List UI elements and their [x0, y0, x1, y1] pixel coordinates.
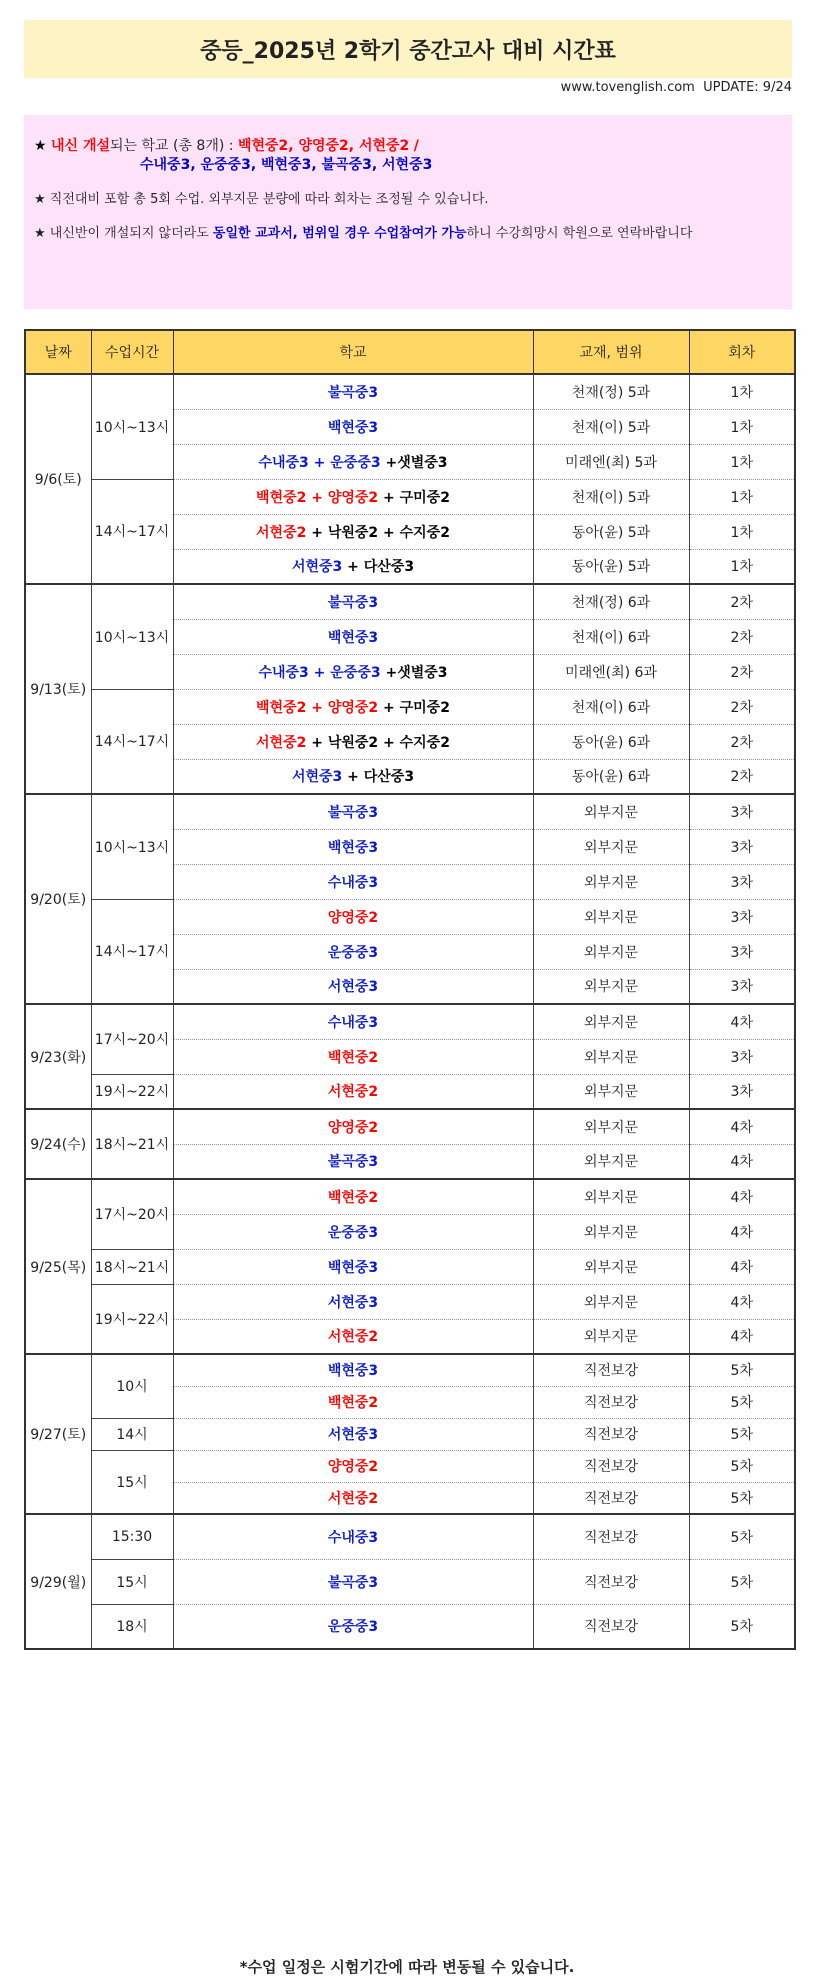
book-cell: 천재(정) 6과: [533, 584, 689, 619]
book-cell: 외부지문: [533, 1074, 689, 1109]
round-cell: 3차: [689, 934, 795, 969]
school-cell: [173, 829, 533, 864]
notice-participation-b: 하니 수강희망시 학원으로 연락바랍니다: [466, 226, 693, 241]
time-cell: 14시~17시: [91, 899, 173, 1004]
time-cell: 18시: [91, 1604, 173, 1649]
notice-box: [24, 115, 792, 309]
notice-slash: /: [413, 138, 419, 154]
round-cell: 5차: [689, 1559, 795, 1604]
book-cell: 천재(이) 5과: [533, 409, 689, 444]
table-row: [25, 1450, 795, 1482]
school-name: 서현중3: [291, 769, 343, 786]
school-cell: [173, 1450, 533, 1482]
school-name: 수내중3 + 운중중3: [258, 664, 386, 681]
school-cell: [173, 584, 533, 619]
table-header-row: [25, 330, 795, 374]
book-cell: 직전보강: [533, 1386, 689, 1418]
table-row: [25, 794, 795, 829]
book-cell: 직전보강: [533, 1559, 689, 1604]
book-cell: 외부지문: [533, 1144, 689, 1179]
time-cell: 10시~13시: [91, 374, 173, 479]
notice-open-schools: [34, 137, 782, 175]
time-cell: 19시~22시: [91, 1284, 173, 1354]
school-name: 서현중3: [291, 559, 343, 576]
school-name: + 구미중2: [378, 489, 450, 506]
table-row: [25, 1284, 795, 1319]
table-row: [25, 1604, 795, 1649]
round-cell: 4차: [689, 1284, 795, 1319]
round-cell: 3차: [689, 1039, 795, 1074]
round-cell: 2차: [689, 584, 795, 619]
school-name: + 낙원중2 + 수지중2: [306, 524, 450, 541]
book-cell: 외부지문: [533, 1004, 689, 1039]
round-cell: 2차: [689, 689, 795, 724]
school-name: 서현중3: [327, 1294, 379, 1311]
school-name: 불곡중3: [327, 804, 379, 821]
school-name: 서현중3: [327, 1427, 379, 1443]
school-cell: [173, 1354, 533, 1386]
table-row: [25, 479, 795, 514]
time-cell: 10시~13시: [91, 584, 173, 689]
school-name: 백현중2: [327, 1189, 379, 1206]
book-cell: 직전보강: [533, 1514, 689, 1559]
round-cell: 3차: [689, 969, 795, 1004]
school-cell: [173, 1004, 533, 1039]
book-cell: 동아(윤) 5과: [533, 549, 689, 584]
school-name: +샛별중3: [385, 454, 448, 471]
school-name: 양영중2: [327, 909, 379, 926]
table-row: [25, 1559, 795, 1604]
book-cell: 외부지문: [533, 1284, 689, 1319]
book-cell: 외부지문: [533, 899, 689, 934]
notice-blue-schools: 수내중3, 운중중3, 백현중3, 불곡중3, 서현중3: [140, 157, 433, 173]
book-cell: 천재(이) 6과: [533, 619, 689, 654]
round-cell: 4차: [689, 1004, 795, 1039]
round-cell: 5차: [689, 1386, 795, 1418]
school-name: + 구미중2: [378, 699, 450, 716]
book-cell: 천재(이) 6과: [533, 689, 689, 724]
table-row: [25, 1514, 795, 1559]
school-cell: [173, 1039, 533, 1074]
school-cell: [173, 1249, 533, 1284]
school-name: 백현중3: [327, 1259, 379, 1276]
school-name: + 낙원중2 + 수지중2: [306, 734, 450, 751]
round-cell: 1차: [689, 514, 795, 549]
school-name: 운중중3: [327, 1224, 379, 1241]
time-cell: 14시~17시: [91, 689, 173, 794]
notice-total-classes: ★ 직전대비 포함 총 5회 수업. 외부지문 분량에 따라 회차는 조정될 수 있습니다.: [34, 192, 489, 207]
school-name: 백현중3: [327, 1363, 379, 1380]
round-cell: 5차: [689, 1604, 795, 1649]
book-cell: 직전보강: [533, 1450, 689, 1482]
table-row: [25, 374, 795, 409]
school-cell: [173, 1319, 533, 1354]
round-cell: 4차: [689, 1214, 795, 1249]
book-cell: 외부지문: [533, 934, 689, 969]
round-cell: 5차: [689, 1450, 795, 1482]
school-name: 수내중3: [327, 1014, 379, 1031]
round-cell: 1차: [689, 479, 795, 514]
time-cell: 15:30: [91, 1514, 173, 1559]
school-name: 서현중2: [327, 1084, 379, 1101]
school-name: 백현중3: [327, 629, 379, 646]
time-cell: 18시~21시: [91, 1249, 173, 1284]
round-cell: 2차: [689, 759, 795, 794]
book-cell: 동아(윤) 6과: [533, 724, 689, 759]
school-name: 운중중3: [327, 1619, 379, 1636]
date-cell: 9/24(수): [25, 1109, 91, 1179]
time-cell: 15시: [91, 1450, 173, 1514]
star-icon: ★: [34, 138, 47, 154]
school-cell: [173, 514, 533, 549]
book-cell: 동아(윤) 5과: [533, 514, 689, 549]
school-name: 백현중2 + 양영중2: [256, 489, 379, 506]
table-row: [25, 1249, 795, 1284]
school-cell: [173, 1284, 533, 1319]
round-cell: 3차: [689, 794, 795, 829]
school-name: 서현중2: [256, 734, 307, 751]
school-name: 백현중2 + 양영중2: [256, 699, 379, 716]
school-name: + 다산중3: [342, 769, 415, 786]
book-cell: 외부지문: [533, 1214, 689, 1249]
school-cell: [173, 654, 533, 689]
school-name: 수내중3: [327, 1529, 379, 1546]
school-cell: [173, 1109, 533, 1144]
table-row: [25, 584, 795, 619]
notice-participation: [34, 224, 782, 243]
book-cell: 외부지문: [533, 794, 689, 829]
table-row: [25, 689, 795, 724]
time-cell: 15시: [91, 1559, 173, 1604]
date-cell: 9/25(목): [25, 1179, 91, 1354]
date-cell: 9/13(토): [25, 584, 91, 794]
school-name: 서현중3: [327, 979, 379, 996]
school-name: 양영중2: [327, 1459, 379, 1475]
school-cell: [173, 1179, 533, 1214]
school-cell: [173, 794, 533, 829]
table-row: [25, 1004, 795, 1039]
header-book: 교재, 범위: [533, 330, 689, 374]
time-cell: 14시: [91, 1418, 173, 1450]
school-name: +샛별중3: [385, 664, 448, 681]
book-cell: 동아(윤) 6과: [533, 759, 689, 794]
school-cell: [173, 689, 533, 724]
site-update-line: [561, 80, 792, 100]
table-row: [25, 1418, 795, 1450]
notice-participation-a: ★ 내신반이 개설되지 않더라도: [34, 226, 209, 241]
date-cell: 9/23(화): [25, 1004, 91, 1109]
table-row: [25, 1074, 795, 1109]
time-cell: 10시~13시: [91, 794, 173, 899]
book-cell: 직전보강: [533, 1418, 689, 1450]
book-cell: 외부지문: [533, 1039, 689, 1074]
school-cell: [173, 899, 533, 934]
school-cell: [173, 1604, 533, 1649]
round-cell: 4차: [689, 1144, 795, 1179]
time-cell: 17시~20시: [91, 1004, 173, 1074]
school-name: 서현중2: [256, 524, 307, 541]
round-cell: 2차: [689, 619, 795, 654]
date-cell: 9/27(토): [25, 1354, 91, 1514]
school-name: 백현중3: [327, 839, 379, 856]
school-name: 양영중2: [327, 1119, 379, 1136]
school-cell: [173, 1514, 533, 1559]
book-cell: 천재(이) 5과: [533, 479, 689, 514]
school-cell: [173, 1214, 533, 1249]
book-cell: 외부지문: [533, 864, 689, 899]
round-cell: 1차: [689, 444, 795, 479]
round-cell: 2차: [689, 654, 795, 689]
time-cell: 18시~21시: [91, 1109, 173, 1179]
school-name: 불곡중3: [327, 1154, 379, 1171]
school-name: 불곡중3: [327, 384, 379, 401]
school-name: 불곡중3: [327, 594, 379, 611]
round-cell: 3차: [689, 899, 795, 934]
round-cell: 4차: [689, 1179, 795, 1214]
notice-participation-bold: 동일한 교과서, 범위일 경우 수업참여가 가능: [212, 226, 467, 241]
school-cell: [173, 1144, 533, 1179]
book-cell: 외부지문: [533, 969, 689, 1004]
book-cell: 직전보강: [533, 1604, 689, 1649]
book-cell: 직전보강: [533, 1482, 689, 1514]
book-cell: 천재(정) 5과: [533, 374, 689, 409]
school-name: 백현중2: [327, 1049, 379, 1066]
book-cell: 미래엔(최) 6과: [533, 654, 689, 689]
school-name: 서현중2: [327, 1490, 379, 1507]
school-name: 수내중3: [327, 874, 379, 891]
schedule-body: [25, 374, 795, 1649]
school-cell: [173, 374, 533, 409]
round-cell: 5차: [689, 1514, 795, 1559]
time-cell: 10시: [91, 1354, 173, 1418]
round-cell: 4차: [689, 1109, 795, 1144]
school-name: + 다산중3: [342, 559, 415, 576]
notice-red-schools: 백현중2, 양영중2, 서현중2: [237, 138, 410, 154]
update-date: UPDATE: 9/24: [703, 80, 792, 95]
book-cell: 미래엔(최) 5과: [533, 444, 689, 479]
book-cell: 직전보강: [533, 1354, 689, 1386]
schedule-table: [24, 329, 796, 1650]
header-round: 회차: [689, 330, 795, 374]
school-cell: [173, 619, 533, 654]
table-row: [25, 1179, 795, 1214]
school-name: 백현중3: [327, 419, 379, 436]
school-cell: [173, 479, 533, 514]
table-row: [25, 899, 795, 934]
round-cell: 5차: [689, 1482, 795, 1514]
round-cell: 3차: [689, 829, 795, 864]
header-time: 수업시간: [91, 330, 173, 374]
school-name: 수내중3 + 운중중3: [258, 454, 386, 471]
round-cell: 5차: [689, 1418, 795, 1450]
book-cell: 외부지문: [533, 829, 689, 864]
school-name: 서현중2: [327, 1329, 379, 1346]
date-cell: 9/29(월): [25, 1514, 91, 1649]
school-cell: [173, 864, 533, 899]
time-cell: 19시~22시: [91, 1074, 173, 1109]
site-link[interactable]: www.tovenglish.com: [560, 80, 695, 95]
round-cell: 3차: [689, 864, 795, 899]
round-cell: 2차: [689, 724, 795, 759]
school-cell: [173, 549, 533, 584]
school-name: 운중중3: [327, 944, 379, 961]
school-cell: [173, 1482, 533, 1514]
school-cell: [173, 1418, 533, 1450]
round-cell: 1차: [689, 374, 795, 409]
time-cell: 14시~17시: [91, 479, 173, 584]
book-cell: 외부지문: [533, 1109, 689, 1144]
notice-open-mid: 되는 학교 (총 8개) :: [110, 138, 234, 154]
table-row: [25, 1354, 795, 1386]
school-name: 백현중2: [327, 1395, 379, 1411]
date-cell: 9/6(토): [25, 374, 91, 584]
header-date: 날짜: [25, 330, 91, 374]
school-cell: [173, 934, 533, 969]
date-cell: 9/20(토): [25, 794, 91, 1004]
page-title-text: 중등_2025년 2학기 중간고사 대비 시간표: [200, 38, 616, 64]
round-cell: 4차: [689, 1319, 795, 1354]
page-title: [24, 20, 792, 78]
school-cell: [173, 1074, 533, 1109]
round-cell: 4차: [689, 1249, 795, 1284]
round-cell: 1차: [689, 549, 795, 584]
school-cell: [173, 409, 533, 444]
school-cell: [173, 1559, 533, 1604]
book-cell: 외부지문: [533, 1249, 689, 1284]
school-cell: [173, 1386, 533, 1418]
book-cell: 외부지문: [533, 1179, 689, 1214]
round-cell: 1차: [689, 409, 795, 444]
school-cell: [173, 759, 533, 794]
book-cell: 외부지문: [533, 1319, 689, 1354]
table-row: [25, 1109, 795, 1144]
notice-open-label: 내신 개설: [51, 138, 110, 154]
footnote: *수업 일정은 시험기간에 따라 변동될 수 있습니다.: [239, 1958, 575, 1976]
round-cell: 5차: [689, 1354, 795, 1386]
round-cell: 3차: [689, 1074, 795, 1109]
school-cell: [173, 444, 533, 479]
school-cell: [173, 969, 533, 1004]
school-name: 불곡중3: [327, 1574, 379, 1591]
school-cell: [173, 724, 533, 759]
time-cell: 17시~20시: [91, 1179, 173, 1249]
header-school: 학교: [173, 330, 533, 374]
